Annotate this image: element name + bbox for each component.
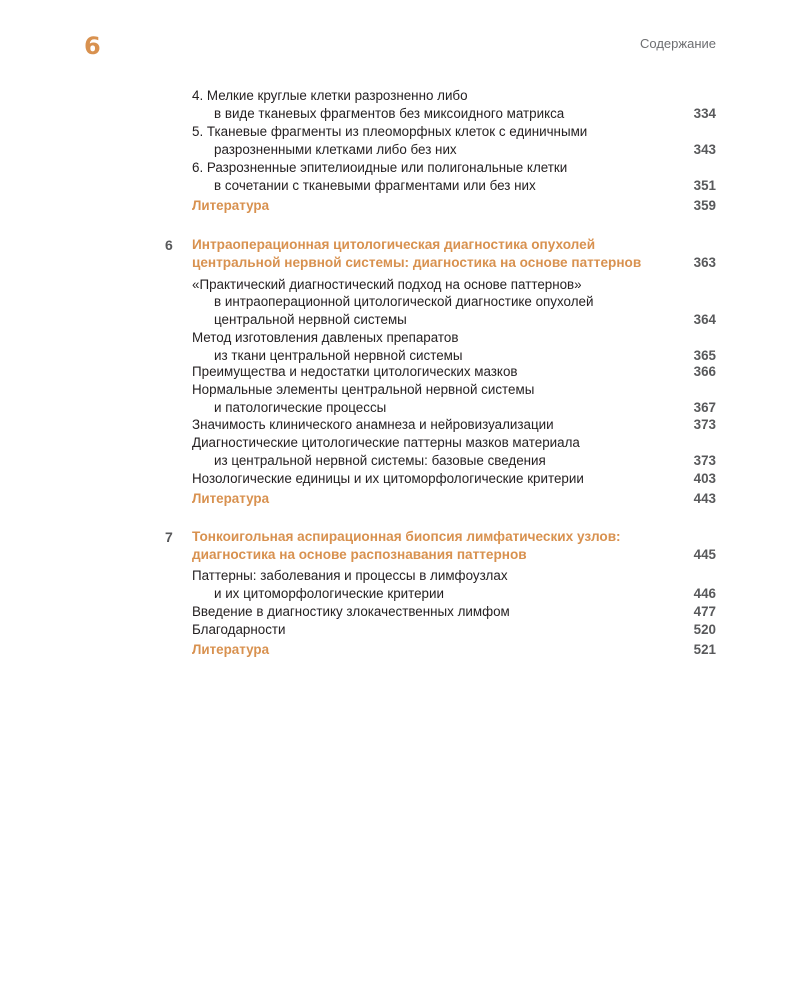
toc-entry — [0, 293, 800, 311]
toc-entry-text: Литература — [192, 491, 270, 506]
chapter-title-line: центральной нервной системы: диагностика на основе паттернов — [192, 255, 642, 270]
toc-entry — [0, 621, 800, 639]
toc-entry-text: Нозологические единицы и их цитоморфологические критерии — [192, 471, 584, 486]
toc-entry — [0, 141, 800, 159]
toc-page-number: 373 — [693, 453, 716, 468]
toc-entry-text: Литература — [192, 642, 270, 657]
chapter-6-heading — [0, 236, 800, 254]
toc-entry-text: из ткани центральной нервной системы — [214, 348, 463, 363]
toc-page-number: 359 — [693, 198, 716, 213]
toc-page-number: 520 — [693, 622, 716, 637]
toc-entry-text: и их цитоморфологические критерии — [214, 586, 444, 601]
chapter-title-line: диагностика на основе распознавания паттернов — [192, 547, 527, 562]
toc-entry-text: Диагностические цитологические паттерны мазков материала — [192, 435, 580, 450]
toc-entry-text: 4. Мелкие круглые клетки разрозненно либо — [192, 88, 468, 103]
toc-entry-references — [0, 197, 800, 215]
toc-entry — [0, 470, 800, 488]
toc-entry — [0, 311, 800, 329]
toc-entry — [0, 399, 800, 417]
toc-page-number: 364 — [693, 312, 716, 327]
toc-entry-text: в сочетании с тканевыми фрагментами или без них — [214, 178, 536, 193]
toc-entry-text: 5. Тканевые фрагменты из плеоморфных клеток с единичными — [192, 124, 588, 139]
chapter-number: 7 — [165, 529, 173, 545]
toc-entry-text: Паттерны: заболевания и процессы в лимфоузлах — [192, 568, 508, 583]
toc-entry-text: из центральной нервной системы: базовые сведения — [214, 453, 546, 468]
toc-entry — [0, 381, 800, 399]
toc-entry — [0, 329, 800, 347]
toc-entry — [0, 105, 800, 123]
toc-entry — [0, 434, 800, 452]
page-number: 6 — [84, 32, 101, 60]
chapter-6-heading — [0, 254, 800, 272]
chapter-7-heading — [0, 546, 800, 564]
toc-entry-text: центральной нервной системы — [214, 312, 407, 327]
toc-entry-references — [0, 641, 800, 659]
toc-entry-text: Метод изготовления давленых препаратов — [192, 330, 459, 345]
toc-entry — [0, 159, 800, 177]
toc-entry-references — [0, 490, 800, 508]
toc-page-number: 367 — [693, 400, 716, 415]
chapter-number: 6 — [165, 237, 173, 253]
toc-page-number: 351 — [693, 178, 716, 193]
toc-entry-text: Введение в диагностику злокачественных лимфом — [192, 604, 510, 619]
toc-page-number: 373 — [693, 417, 716, 432]
toc-page-number: 443 — [693, 491, 716, 506]
chapter-title-line: Тонкоигольная аспирационная биопсия лимфатических узлов: — [192, 529, 621, 544]
toc-entry-text: Значимость клинического анамнеза и нейровизуализации — [192, 417, 554, 432]
toc-page-number: 477 — [693, 604, 716, 619]
chapter-title-line: Интраоперационная цитологическая диагностика опухолей — [192, 237, 596, 252]
toc-page-number: 334 — [693, 106, 716, 121]
toc-entry — [0, 585, 800, 603]
toc-entry-text: и патологические процессы — [214, 400, 387, 415]
chapter-7-heading — [0, 528, 800, 546]
toc-entry-text: Благодарности — [192, 622, 286, 637]
toc-entry — [0, 603, 800, 621]
toc-page-number: 403 — [693, 471, 716, 486]
toc-entry — [0, 276, 800, 294]
toc-entry-text: в виде тканевых фрагментов без миксоидного матрикса — [214, 106, 565, 121]
toc-page-number: 446 — [693, 586, 716, 601]
toc-entry-text: Литература — [192, 198, 270, 213]
toc-entry — [0, 177, 800, 195]
toc-entry — [0, 87, 800, 105]
toc-page-number: 445 — [693, 547, 716, 562]
toc-entry-text: разрозненными клетками либо без них — [214, 142, 457, 157]
toc-page-number: 343 — [693, 142, 716, 157]
toc-page-number: 366 — [693, 364, 716, 379]
toc-page-number: 365 — [693, 348, 716, 363]
running-header: Содержание — [640, 36, 716, 51]
toc-page-number: 363 — [693, 255, 716, 270]
toc-entry — [0, 416, 800, 434]
toc-entry-text: «Практический диагностический подход на основе паттернов» — [192, 277, 582, 292]
toc-page-number: 521 — [693, 642, 716, 657]
toc-entry — [0, 452, 800, 470]
toc-entry — [0, 363, 800, 381]
toc-entry — [0, 123, 800, 141]
toc-entry-text: Нормальные элементы центральной нервной системы — [192, 382, 535, 397]
toc-entry-text: Преимущества и недостатки цитологических мазков — [192, 364, 518, 379]
toc-entry-text: в интраоперационной цитологической диагностике опухолей — [214, 294, 594, 309]
toc-entry-text: 6. Разрозненные эпителиоидные или полигональные клетки — [192, 160, 568, 175]
toc-entry — [0, 567, 800, 585]
